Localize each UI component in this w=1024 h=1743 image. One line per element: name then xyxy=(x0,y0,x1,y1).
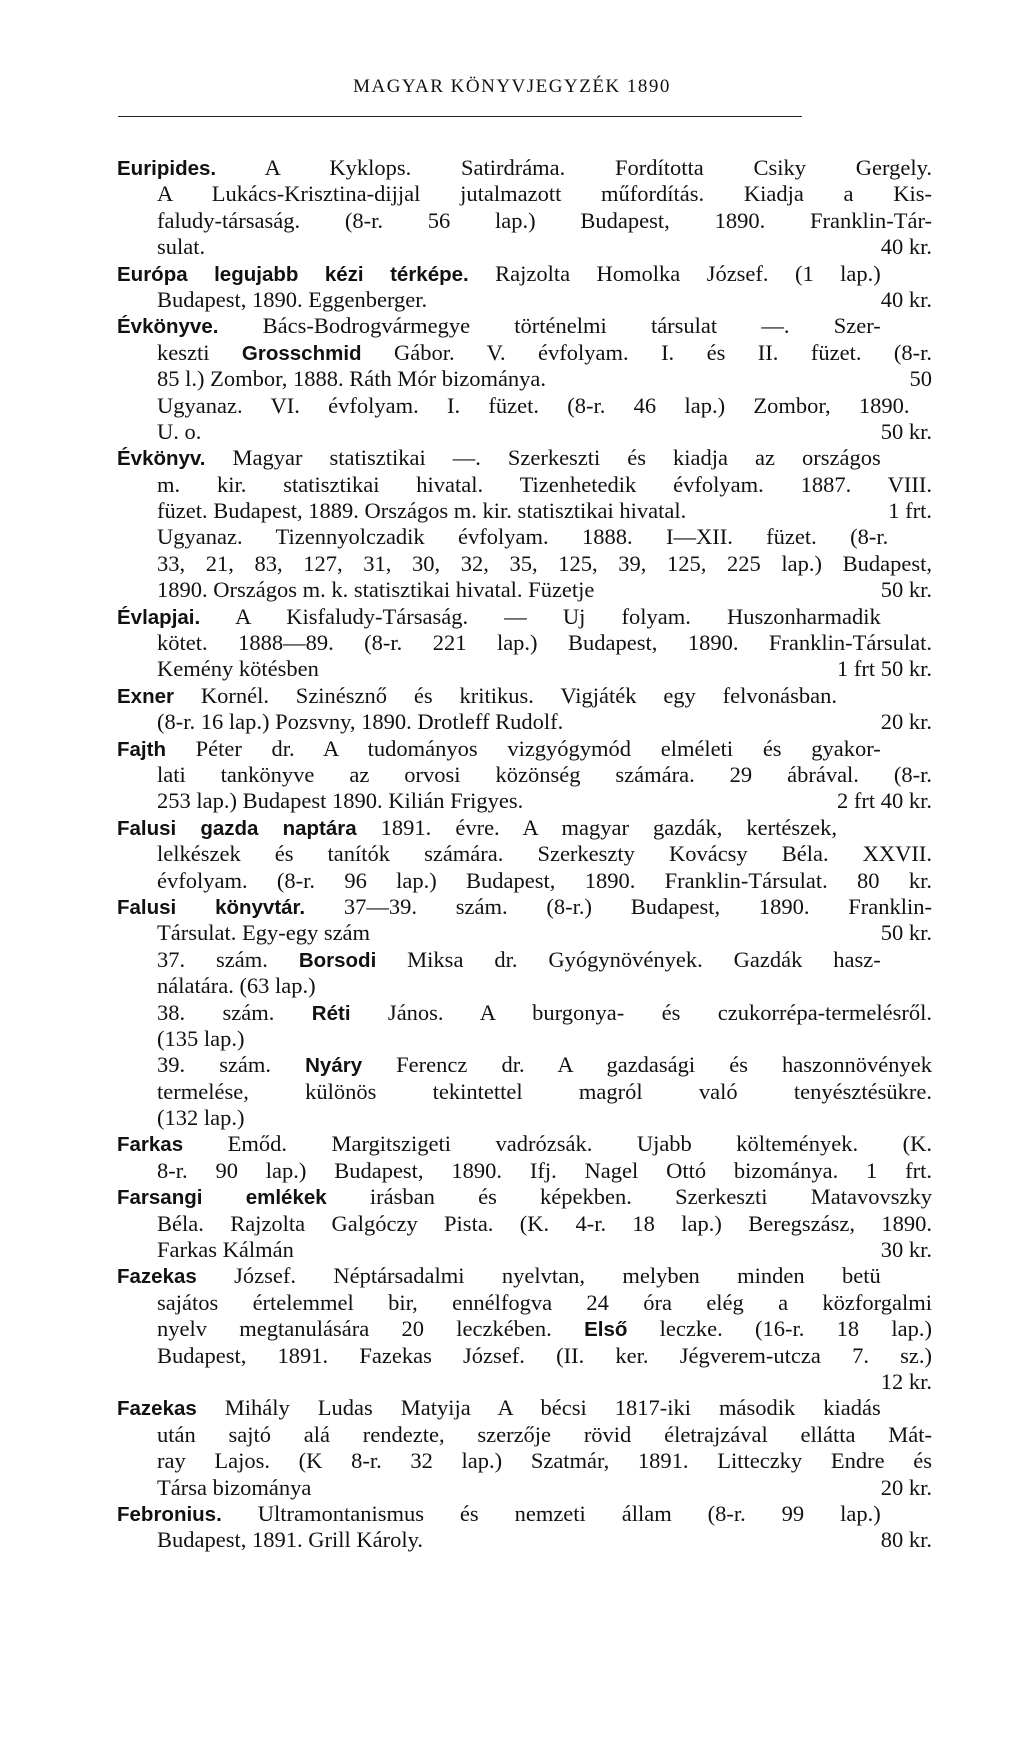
entry-text: Bács-Bodrogvármegye történelmi társulat —. Szer- xyxy=(218,313,881,339)
entry-text: 1891. évre. A magyar gazdák, kertészek, xyxy=(356,814,837,840)
entry-text: lati tankönyve az orvosi közönség számára. 29 ábrával. (8-r. xyxy=(157,761,932,787)
entry-text: Rajzolta Homolka József. (1 lap.) xyxy=(468,260,881,286)
entry-text: Miksa dr. Gyógynövények. Gazdák hasz- xyxy=(376,946,881,972)
entry-text: 253 lap.) Budapest 1890. Kilián Frigyes. xyxy=(157,788,524,814)
bibliography-list xyxy=(117,155,932,1554)
entry-line xyxy=(117,393,932,419)
entry-text: Farkas Kálmán xyxy=(157,1237,294,1263)
entry-price: 40 kr. xyxy=(880,234,932,260)
entry-text: A Lukács-Krisztina-dijjal jutalmazott műfordítás. Kiadja a Kis- xyxy=(157,181,932,207)
entry-line xyxy=(117,524,932,550)
entry-line xyxy=(117,1448,932,1474)
entry-headword: Réti xyxy=(311,1001,351,1025)
bibliography-entry xyxy=(117,313,932,445)
entry-text: után sajtó alá rendezte, szerzője rövid életrajzával ellátta Mát- xyxy=(157,1421,932,1447)
entry-line xyxy=(117,868,932,894)
entry-headword: Évlapjai. xyxy=(117,605,201,629)
entry-line xyxy=(117,1131,932,1157)
entry-text: lelkészek és tanítók számára. Szerkeszty Kovácsy Béla. XXVII. xyxy=(157,841,932,867)
entry-text: Gábor. V. évfolyam. I. és II. füzet. (8-r. xyxy=(361,339,932,365)
entry-text: ray Lajos. (K 8-r. 32 lap.) Szatmár, 1891. Litteczky Endre és xyxy=(157,1448,932,1474)
entry-text: József. Néptársadalmi nyelvtan, melyben minden betü xyxy=(196,1263,881,1289)
entry-text: sulat. xyxy=(157,234,206,260)
entry-text: m. kir. statisztikai hivatal. Tizenhetedik évfolyam. 1887. VIII. xyxy=(157,471,932,497)
entry-line xyxy=(117,947,932,973)
entry-line xyxy=(117,1263,932,1289)
entry-text: füzet. Budapest, 1889. Országos m. kir. statisztikai hivatal. xyxy=(157,498,687,524)
bibliography-entry xyxy=(117,604,932,683)
entry-price: 40 kr. xyxy=(880,286,932,312)
entry-line xyxy=(117,894,932,920)
entry-text: 33, 21, 83, 127, 31, 30, 32, 35, 125, 39, 125, 225 lap.) Budapest, xyxy=(157,550,932,576)
entry-headword: Fazekas xyxy=(117,1397,197,1421)
entry-headword: Euripides. xyxy=(117,157,217,180)
entry-line xyxy=(117,577,932,603)
entry-headword: Farkas xyxy=(117,1133,184,1157)
entry-headword: Exner xyxy=(117,684,174,708)
entry-price: 1 frt 50 kr. xyxy=(837,656,932,682)
entry-line xyxy=(117,1316,932,1342)
bibliography-entry xyxy=(117,155,932,261)
bibliography-entry xyxy=(117,894,932,1132)
entry-line xyxy=(117,656,932,682)
entry-text: (8-r. 16 lap.) Pozsvny, 1890. Drotleff Rudolf. xyxy=(157,709,564,735)
entry-text: Budapest, 1891. Grill Károly. xyxy=(157,1527,424,1553)
entry-line xyxy=(117,419,932,445)
entry-text: faludy-társaság. (8-r. 56 lap.) Budapest, 1890. Franklin-Tár- xyxy=(157,207,932,233)
entry-text: Emőd. Margitszigeti vadrózsák. Ujabb költemények. (K. xyxy=(183,1131,932,1157)
entry-line xyxy=(117,1475,932,1501)
entry-text: 38. szám. xyxy=(157,999,312,1025)
entry-line xyxy=(117,287,932,313)
entry-headword: Febronius. xyxy=(117,1502,222,1526)
entry-text: Magyar statisztikai —. Szerkeszti és kiadja az országos xyxy=(205,445,881,471)
entry-text: Ultramontanismus és nemzeti állam (8-r. 99 lap.) xyxy=(221,1500,881,1526)
entry-price: 12 kr. xyxy=(880,1368,932,1394)
bibliography-entry xyxy=(117,1263,932,1395)
entry-headword: Borsodi xyxy=(298,948,377,972)
entry-line xyxy=(117,1290,932,1316)
entry-line xyxy=(117,683,932,709)
entry-text: keszti xyxy=(157,339,242,365)
entry-headword: Fazekas xyxy=(117,1265,197,1289)
entry-line xyxy=(117,181,932,207)
entry-line xyxy=(117,551,932,577)
entry-text: irásban és képekben. Szerkeszti Matavovszky xyxy=(326,1184,932,1210)
entry-line xyxy=(117,340,932,366)
running-header: MAGYAR KÖNYVJEGYZÉK 1890 xyxy=(353,76,671,97)
entry-price: 50 kr. xyxy=(880,577,932,603)
bibliography-entry xyxy=(117,683,932,736)
entry-headword: Európa legujabb kézi térképe. xyxy=(117,262,469,286)
entry-line xyxy=(117,1237,932,1263)
entry-headword: Évkönyv. xyxy=(117,447,206,471)
bibliography-entry xyxy=(117,1184,932,1263)
entry-line xyxy=(117,841,932,867)
entry-price: 20 kr. xyxy=(880,709,932,735)
entry-text: A Kisfaludy-Társaság. — Uj folyam. Huszonharmadik xyxy=(200,603,881,629)
entry-text: Ugyanaz. VI. évfolyam. I. füzet. (8-r. 46 lap.) Zombor, 1890. xyxy=(157,392,910,418)
entry-line xyxy=(117,1079,932,1105)
entry-text: 1890. Országos m. k. statisztikai hivatal. Füzetje xyxy=(157,577,595,603)
entry-text: Ugyanaz. Tizennyolczadik évfolyam. 1888. I—XII. füzet. (8-r. xyxy=(157,524,889,550)
bibliography-entry xyxy=(117,736,932,815)
entry-text: termelése, különös tekintettel magról való tenyésztésükre. xyxy=(157,1078,932,1104)
entry-price: 20 kr. xyxy=(880,1474,932,1500)
entry-line xyxy=(117,1211,932,1237)
entry-text: 8-r. 90 lap.) Budapest, 1890. Ifj. Nagel Ottó bizománya. 1 frt. xyxy=(157,1157,932,1183)
entry-line xyxy=(117,1369,932,1395)
entry-text: (135 lap.) xyxy=(157,1025,245,1051)
entry-line xyxy=(117,208,932,234)
entry-line xyxy=(117,1026,932,1052)
entry-headword: Farsangi emlékek xyxy=(117,1186,327,1210)
entry-price: 30 kr. xyxy=(880,1237,932,1263)
entry-line xyxy=(117,234,932,260)
entry-line xyxy=(117,261,932,287)
entry-text: kötet. 1888—89. (8-r. 221 lap.) Budapest, 1890. Franklin-Társulat. xyxy=(157,630,932,656)
entry-text: nálatára. (63 lap.) xyxy=(157,973,316,999)
entry-line xyxy=(117,445,932,471)
header-rule xyxy=(118,116,802,117)
entry-line xyxy=(117,1158,932,1184)
entry-text: Kemény kötésben xyxy=(157,656,319,682)
entry-price: 50 xyxy=(909,366,932,392)
entry-text: Kornél. Szinésznő és kritikus. Vigjáték egy felvonásban. xyxy=(173,682,837,708)
entry-price: 50 kr. xyxy=(880,920,932,946)
entry-line xyxy=(117,472,932,498)
entry-text: sajátos értelemmel bir, ennélfogva 24 óra elég a közforgalmi xyxy=(157,1289,932,1315)
entry-text: János. A burgonya- és czukorrépa-termelésről. xyxy=(350,999,933,1025)
entry-text: (132 lap.) xyxy=(157,1105,245,1131)
entry-line xyxy=(117,973,932,999)
entry-line xyxy=(117,815,932,841)
bibliography-entry xyxy=(117,445,932,603)
entry-price: 80 kr. xyxy=(880,1527,932,1553)
entry-text: Budapest, 1891. Fazekas József. (II. ker. Jégverem-utcza 7. sz.) xyxy=(157,1342,932,1368)
entry-price: 50 kr. xyxy=(880,418,932,444)
entry-line xyxy=(117,498,932,524)
bibliography-entry xyxy=(117,1501,932,1554)
entry-line xyxy=(117,155,932,181)
entry-text: U. o. xyxy=(157,418,202,444)
entry-price: 2 frt 40 kr. xyxy=(837,788,932,814)
entry-text: Mihály Ludas Matyija A bécsi 1817-iki második kiadás xyxy=(196,1395,881,1421)
entry-line xyxy=(117,709,932,735)
entry-text: 39. szám. xyxy=(157,1052,306,1078)
entry-text: nyelv megtanulására 20 leczkében. xyxy=(157,1316,585,1342)
bibliography-entry xyxy=(117,1395,932,1501)
entry-text: Béla. Rajzolta Galgóczy Pista. (K. 4-r. 18 lap.) Beregszász, 1890. xyxy=(157,1210,932,1236)
entry-headword: Falusi könyvtár. xyxy=(117,895,306,919)
entry-headword: Falusi gazda naptára xyxy=(117,816,357,840)
entry-headword: Fajth xyxy=(117,737,166,761)
entry-line xyxy=(117,604,932,630)
entry-line xyxy=(117,788,932,814)
entry-line xyxy=(117,366,932,392)
entry-text: A Kyklops. Satirdráma. Fordította Csiky Gergely. xyxy=(216,155,932,180)
entry-headword: Grosschmid xyxy=(241,341,362,365)
entry-line xyxy=(117,313,932,339)
entry-headword: Első xyxy=(584,1318,628,1342)
entry-text: Ferencz dr. A gazdasági és haszonnövények xyxy=(362,1052,932,1078)
entry-line xyxy=(117,630,932,656)
entry-text: 37. szám. xyxy=(157,946,299,972)
entry-line xyxy=(117,736,932,762)
entry-line xyxy=(117,1422,932,1448)
entry-text: évfolyam. (8-r. 96 lap.) Budapest, 1890. Franklin-Társulat. 80 kr. xyxy=(157,867,932,893)
entry-text: 85 l.) Zombor, 1888. Ráth Mór bizománya. xyxy=(157,366,547,392)
entry-text: 37—39. szám. (8-r.) Budapest, 1890. Franklin- xyxy=(305,893,932,919)
entry-text: Péter dr. A tudományos vizgyógymód elméleti és gyakor- xyxy=(165,735,881,761)
entry-line xyxy=(117,1395,932,1421)
entry-line xyxy=(117,1052,932,1078)
entry-text: leczke. (16-r. 18 lap.) xyxy=(627,1316,933,1342)
entry-headword: Nyáry xyxy=(305,1054,363,1078)
entry-text: Társulat. Egy-egy szám xyxy=(157,920,371,946)
entry-line xyxy=(117,920,932,946)
bibliography-entry xyxy=(117,261,932,314)
bibliography-entry xyxy=(117,1131,932,1184)
entry-line xyxy=(117,1105,932,1131)
entry-line xyxy=(117,1527,932,1553)
entry-line xyxy=(117,762,932,788)
entry-line xyxy=(117,1501,932,1527)
entry-headword: Évkönyve. xyxy=(117,315,219,339)
entry-text: Budapest, 1890. Eggenberger. xyxy=(157,286,428,312)
entry-price: 1 frt. xyxy=(888,498,932,524)
entry-line xyxy=(117,1184,932,1210)
entry-line xyxy=(117,1343,932,1369)
entry-text: Társa bizománya xyxy=(157,1474,312,1500)
entry-line xyxy=(117,1000,932,1026)
bibliography-entry xyxy=(117,815,932,894)
